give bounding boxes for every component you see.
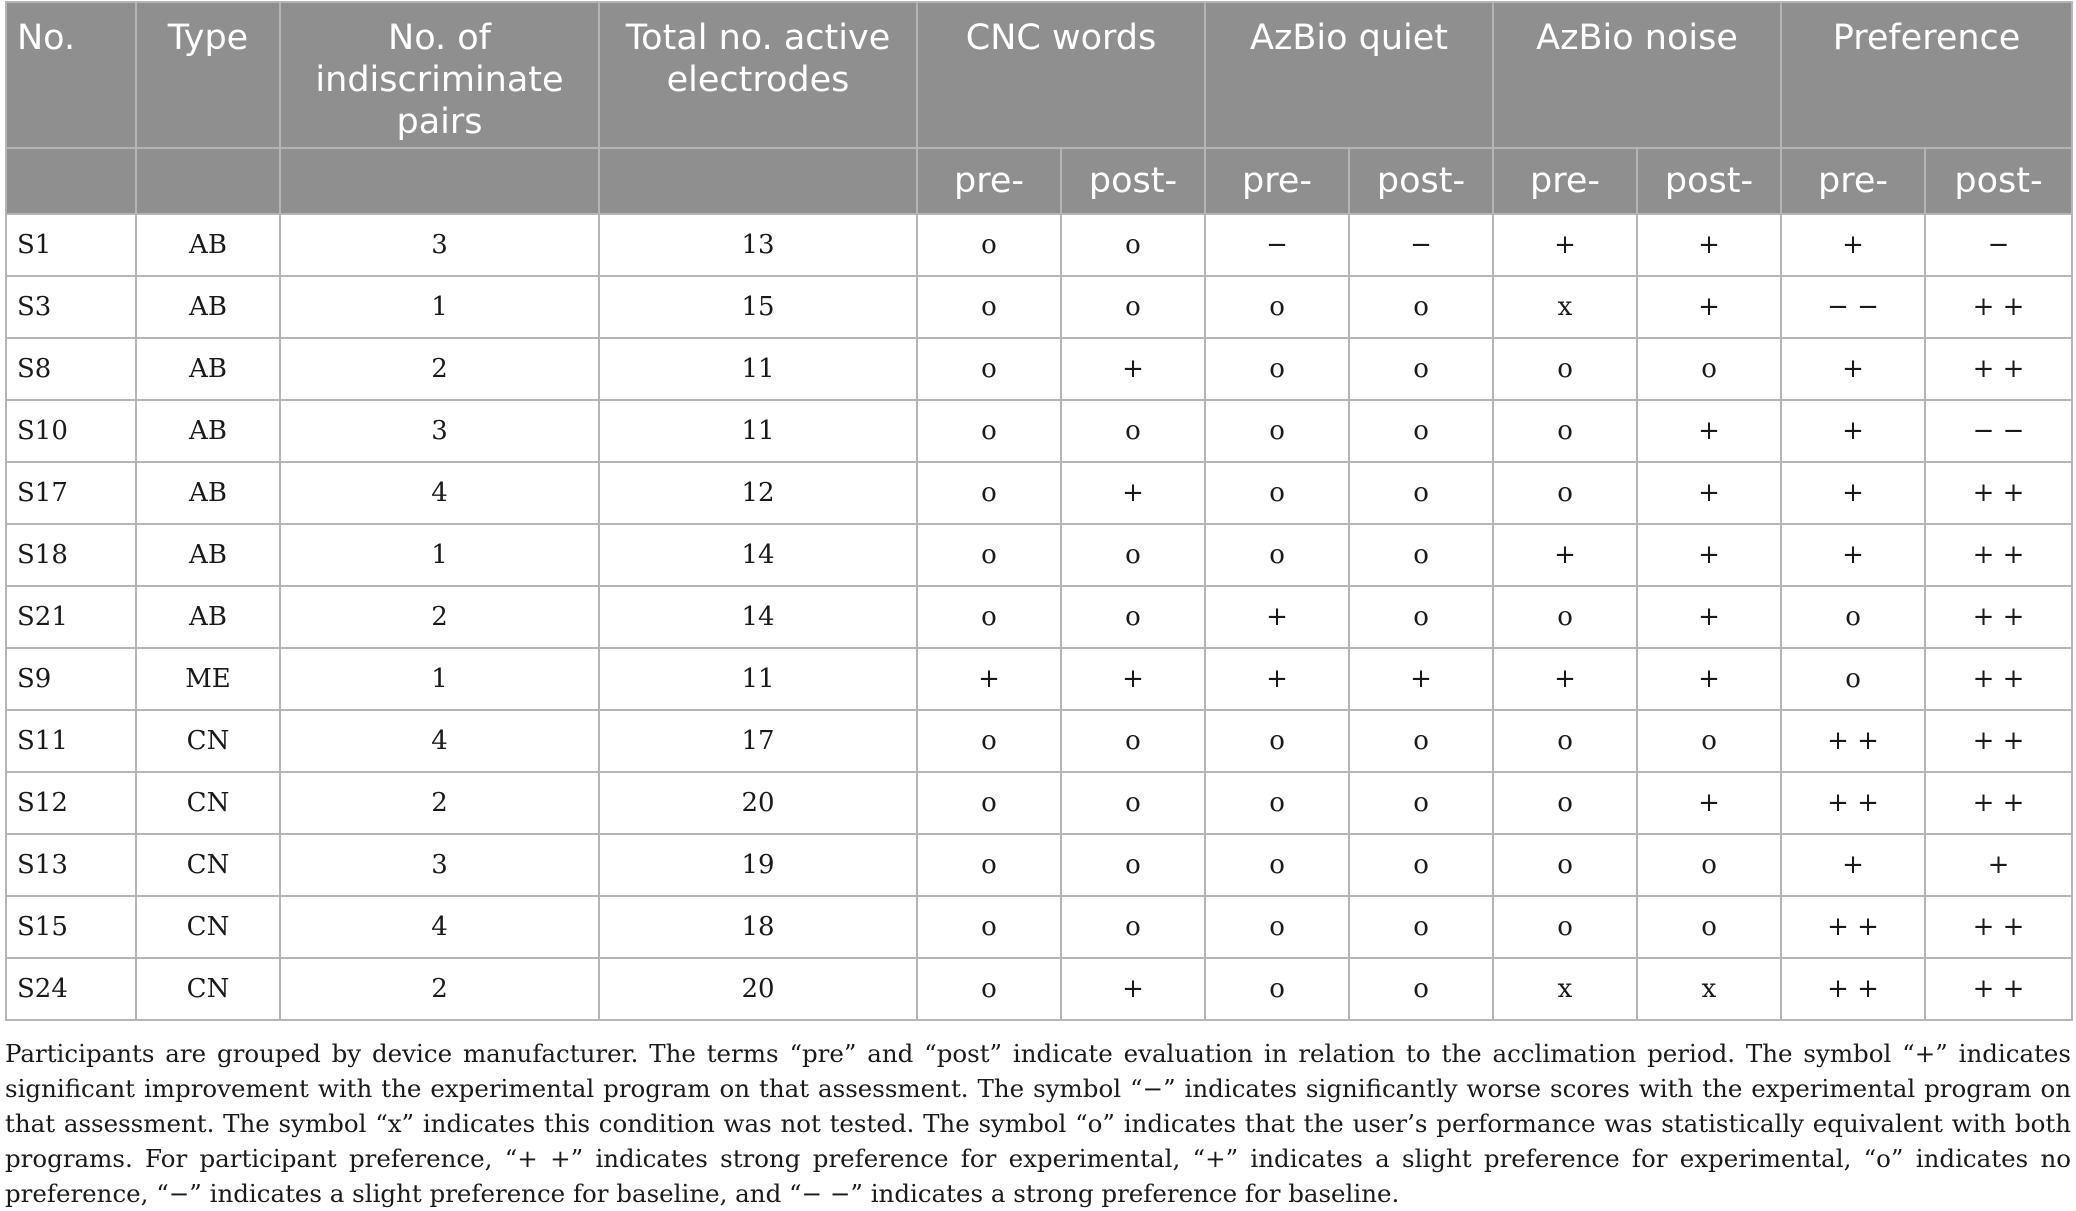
table-row	[6, 772, 2072, 834]
cnc-post-cell: o	[1061, 276, 1205, 338]
table-row	[6, 710, 2072, 772]
azbio-quiet-post-cell: o	[1349, 958, 1493, 1020]
table-row	[6, 338, 2072, 400]
azbio-noise-post-cell: +	[1637, 648, 1781, 710]
device-type-cell: CN	[136, 710, 280, 772]
azbio-quiet-post-cell: o	[1349, 462, 1493, 524]
preference-post-cell: − −	[1925, 400, 2072, 462]
azbio-noise-pre-cell: o	[1493, 772, 1637, 834]
azbio-quiet-pre-cell: o	[1205, 896, 1349, 958]
azbio-quiet-post-cell: o	[1349, 710, 1493, 772]
preference-post-cell: + +	[1925, 648, 2072, 710]
active-electrodes-cell: 11	[599, 338, 917, 400]
device-type-cell: AB	[136, 338, 280, 400]
preference-pre-cell: + +	[1781, 710, 1925, 772]
header-row-sub	[6, 148, 2072, 214]
active-electrodes-cell: 11	[599, 400, 917, 462]
preference-pre-cell: +	[1781, 462, 1925, 524]
preference-post-cell: + +	[1925, 524, 2072, 586]
cnc-pre-cell: o	[917, 710, 1061, 772]
cnc-pre-cell: o	[917, 214, 1061, 276]
azbio-quiet-post-cell: o	[1349, 276, 1493, 338]
azbio-quiet-pre-cell: o	[1205, 276, 1349, 338]
preference-pre-cell: + +	[1781, 896, 1925, 958]
table-body	[6, 214, 2072, 1020]
device-type-cell: CN	[136, 958, 280, 1020]
preference-post-cell: + +	[1925, 276, 2072, 338]
participant-id-cell: S3	[6, 276, 136, 338]
header-cnc-words: CNC words	[917, 2, 1205, 148]
azbio-quiet-post-cell: o	[1349, 586, 1493, 648]
cnc-post-cell: +	[1061, 648, 1205, 710]
participant-id-cell: S15	[6, 896, 136, 958]
subheader-empty-pairs	[280, 148, 599, 214]
active-electrodes-cell: 11	[599, 648, 917, 710]
azbio-noise-pre-cell: o	[1493, 462, 1637, 524]
azbio-noise-pre-cell: o	[1493, 586, 1637, 648]
preference-pre-cell: +	[1781, 524, 1925, 586]
azbio-noise-pre-cell: +	[1493, 648, 1637, 710]
azbio-noise-pre-cell: x	[1493, 958, 1637, 1020]
preference-pre-cell: o	[1781, 586, 1925, 648]
indiscriminate-pairs-cell: 4	[280, 710, 599, 772]
azbio-noise-post-cell: x	[1637, 958, 1781, 1020]
indiscriminate-pairs-cell: 1	[280, 276, 599, 338]
participant-id-cell: S8	[6, 338, 136, 400]
active-electrodes-cell: 17	[599, 710, 917, 772]
azbio-quiet-post-cell: −	[1349, 214, 1493, 276]
azbio-noise-post-cell: o	[1637, 834, 1781, 896]
preference-post-cell: + +	[1925, 772, 2072, 834]
table-row	[6, 834, 2072, 896]
subheader-quiet-post: post-	[1349, 148, 1493, 214]
azbio-noise-pre-cell: o	[1493, 710, 1637, 772]
indiscriminate-pairs-cell: 4	[280, 896, 599, 958]
azbio-quiet-pre-cell: +	[1205, 648, 1349, 710]
azbio-noise-pre-cell: +	[1493, 524, 1637, 586]
results-table-container	[5, 1, 2071, 1021]
azbio-noise-pre-cell: +	[1493, 214, 1637, 276]
table-row	[6, 400, 2072, 462]
azbio-noise-pre-cell: x	[1493, 276, 1637, 338]
cnc-pre-cell: +	[917, 648, 1061, 710]
header-azbio-quiet: AzBio quiet	[1205, 2, 1493, 148]
participant-id-cell: S13	[6, 834, 136, 896]
cnc-post-cell: o	[1061, 896, 1205, 958]
indiscriminate-pairs-cell: 3	[280, 214, 599, 276]
azbio-noise-post-cell: o	[1637, 896, 1781, 958]
azbio-quiet-post-cell: o	[1349, 524, 1493, 586]
device-type-cell: AB	[136, 462, 280, 524]
header-preference: Preference	[1781, 2, 2072, 148]
participant-id-cell: S18	[6, 524, 136, 586]
subheader-cnc-pre: pre-	[917, 148, 1061, 214]
azbio-quiet-pre-cell: o	[1205, 338, 1349, 400]
preference-pre-cell: +	[1781, 338, 1925, 400]
active-electrodes-cell: 13	[599, 214, 917, 276]
device-type-cell: AB	[136, 524, 280, 586]
table-row	[6, 462, 2072, 524]
preference-post-cell: + +	[1925, 586, 2072, 648]
azbio-noise-post-cell: o	[1637, 338, 1781, 400]
azbio-quiet-pre-cell: o	[1205, 524, 1349, 586]
preference-post-cell: + +	[1925, 462, 2072, 524]
header-azbio-noise: AzBio noise	[1493, 2, 1781, 148]
azbio-quiet-pre-cell: o	[1205, 772, 1349, 834]
participant-id-cell: S17	[6, 462, 136, 524]
azbio-noise-pre-cell: o	[1493, 834, 1637, 896]
azbio-quiet-pre-cell: o	[1205, 958, 1349, 1020]
preference-pre-cell: + +	[1781, 772, 1925, 834]
participant-id-cell: S12	[6, 772, 136, 834]
cnc-post-cell: o	[1061, 586, 1205, 648]
active-electrodes-cell: 12	[599, 462, 917, 524]
results-table	[5, 1, 2073, 1021]
cnc-pre-cell: o	[917, 834, 1061, 896]
azbio-quiet-pre-cell: o	[1205, 834, 1349, 896]
subheader-noise-post: post-	[1637, 148, 1781, 214]
device-type-cell: CN	[136, 772, 280, 834]
azbio-quiet-post-cell: o	[1349, 772, 1493, 834]
active-electrodes-cell: 20	[599, 772, 917, 834]
subheader-cnc-post: post-	[1061, 148, 1205, 214]
device-type-cell: AB	[136, 586, 280, 648]
azbio-quiet-post-cell: +	[1349, 648, 1493, 710]
participant-id-cell: S11	[6, 710, 136, 772]
cnc-pre-cell: o	[917, 772, 1061, 834]
subheader-noise-pre: pre-	[1493, 148, 1637, 214]
active-electrodes-cell: 15	[599, 276, 917, 338]
azbio-quiet-post-cell: o	[1349, 896, 1493, 958]
indiscriminate-pairs-cell: 2	[280, 338, 599, 400]
azbio-quiet-pre-cell: −	[1205, 214, 1349, 276]
device-type-cell: ME	[136, 648, 280, 710]
preference-pre-cell: o	[1781, 648, 1925, 710]
indiscriminate-pairs-cell: 2	[280, 586, 599, 648]
active-electrodes-cell: 20	[599, 958, 917, 1020]
azbio-noise-post-cell: +	[1637, 276, 1781, 338]
preference-pre-cell: − −	[1781, 276, 1925, 338]
subheader-pref-pre: pre-	[1781, 148, 1925, 214]
header-active-electrodes: Total no. active electrodes	[599, 2, 917, 148]
subheader-empty-electrodes	[599, 148, 917, 214]
indiscriminate-pairs-cell: 3	[280, 400, 599, 462]
preference-post-cell: + +	[1925, 338, 2072, 400]
azbio-quiet-pre-cell: +	[1205, 586, 1349, 648]
azbio-quiet-pre-cell: o	[1205, 400, 1349, 462]
cnc-pre-cell: o	[917, 524, 1061, 586]
indiscriminate-pairs-cell: 2	[280, 958, 599, 1020]
participant-id-cell: S24	[6, 958, 136, 1020]
cnc-post-cell: o	[1061, 834, 1205, 896]
participant-id-cell: S1	[6, 214, 136, 276]
preference-post-cell: + +	[1925, 896, 2072, 958]
indiscriminate-pairs-cell: 3	[280, 834, 599, 896]
subheader-empty-no	[6, 148, 136, 214]
table-row	[6, 586, 2072, 648]
cnc-post-cell: o	[1061, 400, 1205, 462]
preference-pre-cell: +	[1781, 834, 1925, 896]
azbio-noise-post-cell: +	[1637, 214, 1781, 276]
indiscriminate-pairs-cell: 1	[280, 648, 599, 710]
cnc-post-cell: +	[1061, 462, 1205, 524]
table-row	[6, 648, 2072, 710]
participant-id-cell: S10	[6, 400, 136, 462]
azbio-quiet-post-cell: o	[1349, 400, 1493, 462]
azbio-quiet-pre-cell: o	[1205, 710, 1349, 772]
cnc-pre-cell: o	[917, 276, 1061, 338]
header-no: No.	[6, 2, 136, 148]
device-type-cell: CN	[136, 896, 280, 958]
azbio-noise-post-cell: +	[1637, 524, 1781, 586]
subheader-pref-post: post-	[1925, 148, 2072, 214]
cnc-post-cell: o	[1061, 772, 1205, 834]
cnc-pre-cell: o	[917, 338, 1061, 400]
table-header	[6, 2, 2072, 214]
azbio-quiet-pre-cell: o	[1205, 462, 1349, 524]
active-electrodes-cell: 14	[599, 524, 917, 586]
header-indiscriminate-pairs: No. of indiscriminate pairs	[280, 2, 599, 148]
cnc-pre-cell: o	[917, 462, 1061, 524]
header-row-main	[6, 2, 2072, 148]
active-electrodes-cell: 18	[599, 896, 917, 958]
azbio-noise-pre-cell: o	[1493, 896, 1637, 958]
cnc-post-cell: o	[1061, 710, 1205, 772]
cnc-post-cell: +	[1061, 338, 1205, 400]
device-type-cell: AB	[136, 214, 280, 276]
participant-id-cell: S21	[6, 586, 136, 648]
azbio-noise-post-cell: +	[1637, 400, 1781, 462]
active-electrodes-cell: 19	[599, 834, 917, 896]
preference-post-cell: + +	[1925, 710, 2072, 772]
azbio-noise-post-cell: +	[1637, 462, 1781, 524]
cnc-post-cell: o	[1061, 524, 1205, 586]
subheader-empty-type	[136, 148, 280, 214]
indiscriminate-pairs-cell: 4	[280, 462, 599, 524]
active-electrodes-cell: 14	[599, 586, 917, 648]
table-row	[6, 214, 2072, 276]
participant-id-cell: S9	[6, 648, 136, 710]
cnc-pre-cell: o	[917, 958, 1061, 1020]
preference-pre-cell: +	[1781, 214, 1925, 276]
table-row	[6, 958, 2072, 1020]
cnc-pre-cell: o	[917, 896, 1061, 958]
indiscriminate-pairs-cell: 1	[280, 524, 599, 586]
preference-pre-cell: + +	[1781, 958, 1925, 1020]
cnc-pre-cell: o	[917, 400, 1061, 462]
azbio-noise-post-cell: +	[1637, 772, 1781, 834]
preference-pre-cell: +	[1781, 400, 1925, 462]
header-type: Type	[136, 2, 280, 148]
cnc-post-cell: o	[1061, 214, 1205, 276]
subheader-quiet-pre: pre-	[1205, 148, 1349, 214]
azbio-quiet-post-cell: o	[1349, 834, 1493, 896]
device-type-cell: AB	[136, 276, 280, 338]
table-row	[6, 524, 2072, 586]
table-row	[6, 896, 2072, 958]
device-type-cell: CN	[136, 834, 280, 896]
table-footnote: Participants are grouped by device manufacturer. The terms “pre” and “post” indicate evaluation in relation to the acclimation period. The symbol “+” indicates significant improvement with the experimental program on that assessment. The symbol “−” indicates significantly worse scores with the experimental program on that assessment. The symbol “x” indicates this condition was not tested. The symbol “o” indicates that the user’s performance was statistically equivalent with both programs. For participant preference, “+ +” indicates strong preference for experimental, “+” indicates a slight preference for experimental, “o” indicates no preference, “−” indicates a slight preference for baseline, and “− −” indicates a strong preference for baseline.	[5, 1039, 2071, 1208]
azbio-noise-post-cell: o	[1637, 710, 1781, 772]
indiscriminate-pairs-cell: 2	[280, 772, 599, 834]
table-row	[6, 276, 2072, 338]
preference-post-cell: + +	[1925, 958, 2072, 1020]
azbio-noise-pre-cell: o	[1493, 338, 1637, 400]
cnc-post-cell: +	[1061, 958, 1205, 1020]
azbio-noise-pre-cell: o	[1493, 400, 1637, 462]
azbio-noise-post-cell: +	[1637, 586, 1781, 648]
preference-post-cell: +	[1925, 834, 2072, 896]
azbio-quiet-post-cell: o	[1349, 338, 1493, 400]
device-type-cell: AB	[136, 400, 280, 462]
cnc-pre-cell: o	[917, 586, 1061, 648]
preference-post-cell: −	[1925, 214, 2072, 276]
